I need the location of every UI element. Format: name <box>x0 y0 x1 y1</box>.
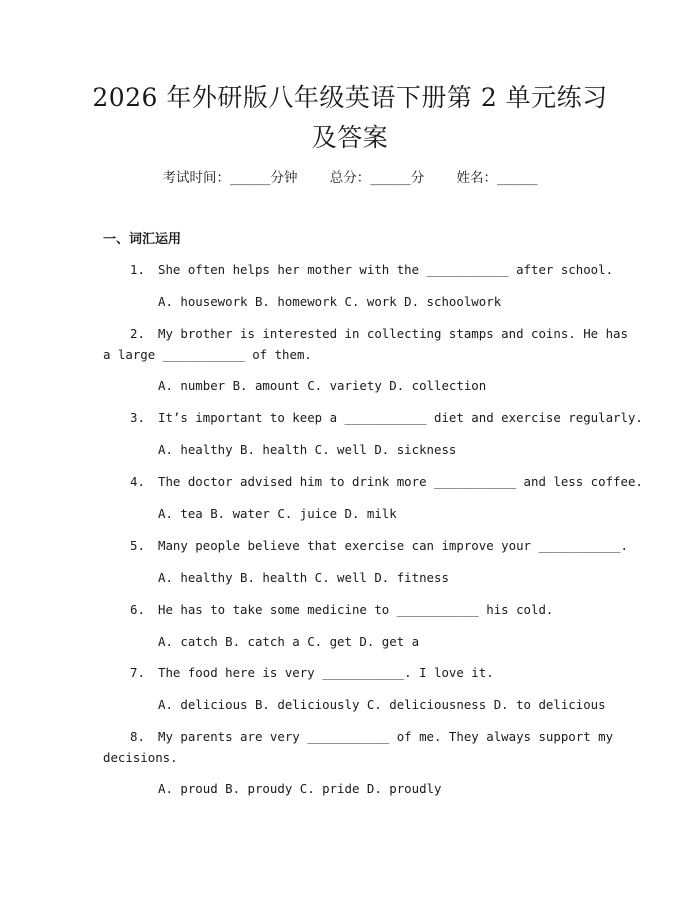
question-1 <box>103 259 614 280</box>
question-1-options: A. housework B. homework C. work D. schoolwork <box>158 294 502 309</box>
question-number: 2. <box>130 326 145 341</box>
question-2-continuation: a large ___________ of them. <box>103 347 312 362</box>
question-number: 7. <box>130 665 145 680</box>
question-4-options: A. tea B. water C. juice D. milk <box>158 506 397 521</box>
question-number: 6. <box>130 602 145 617</box>
question-text: My parents are very ___________ of me. They always support my <box>158 729 614 744</box>
question-text: Many people believe that exercise can improve your ___________. <box>158 538 628 553</box>
exam-meta <box>0 168 700 188</box>
title-line-1: 2026 年外研版八年级英语下册第 2 单元练习 <box>92 83 608 112</box>
question-number: 5. <box>130 538 145 553</box>
question-text: The food here is very ___________. I love it. <box>158 665 494 680</box>
question-2 <box>103 323 628 344</box>
question-8 <box>103 726 614 747</box>
question-number: 8. <box>130 729 145 744</box>
question-text: He has to take some medicine to ___________ his cold. <box>158 602 554 617</box>
question-text: My brother is interested in collecting stamps and coins. He has <box>158 326 628 341</box>
question-text: The doctor advised him to drink more ___________ and less coffee. <box>158 474 643 489</box>
title-line-2: 及答案 <box>311 123 389 152</box>
exam-time-label: 考试时间：______分钟 <box>162 170 298 186</box>
question-2-options: A. number B. amount C. variety D. collection <box>158 378 487 393</box>
question-6-options: A. catch B. catch a C. get D. get a <box>158 634 420 649</box>
question-5 <box>103 535 628 556</box>
question-3-options: A. healthy B. health C. well D. sickness <box>158 442 457 457</box>
student-name-label: 姓名：______ <box>456 170 538 186</box>
question-4 <box>103 471 643 492</box>
question-6 <box>103 599 603 620</box>
question-8-options: A. proud B. proudy C. pride D. proudly <box>158 781 442 796</box>
question-text: It’s important to keep a ___________ diet and exercise regularly. <box>158 410 643 425</box>
total-score-label: 总分：______分 <box>329 170 425 186</box>
question-number: 3. <box>130 410 145 425</box>
question-3 <box>103 407 643 428</box>
question-7 <box>103 662 603 683</box>
document-title <box>60 78 640 158</box>
question-number: 1. <box>130 262 145 277</box>
question-number: 4. <box>130 474 145 489</box>
question-5-options: A. healthy B. health C. well D. fitness <box>158 570 449 585</box>
question-text: She often helps her mother with the ___________ after school. <box>158 262 614 277</box>
question-8-continuation: decisions. <box>103 750 178 765</box>
question-7-options: A. delicious B. deliciously C. deliciousness D. to delicious <box>158 697 606 712</box>
section-title: 一、词汇运用 <box>103 232 182 247</box>
